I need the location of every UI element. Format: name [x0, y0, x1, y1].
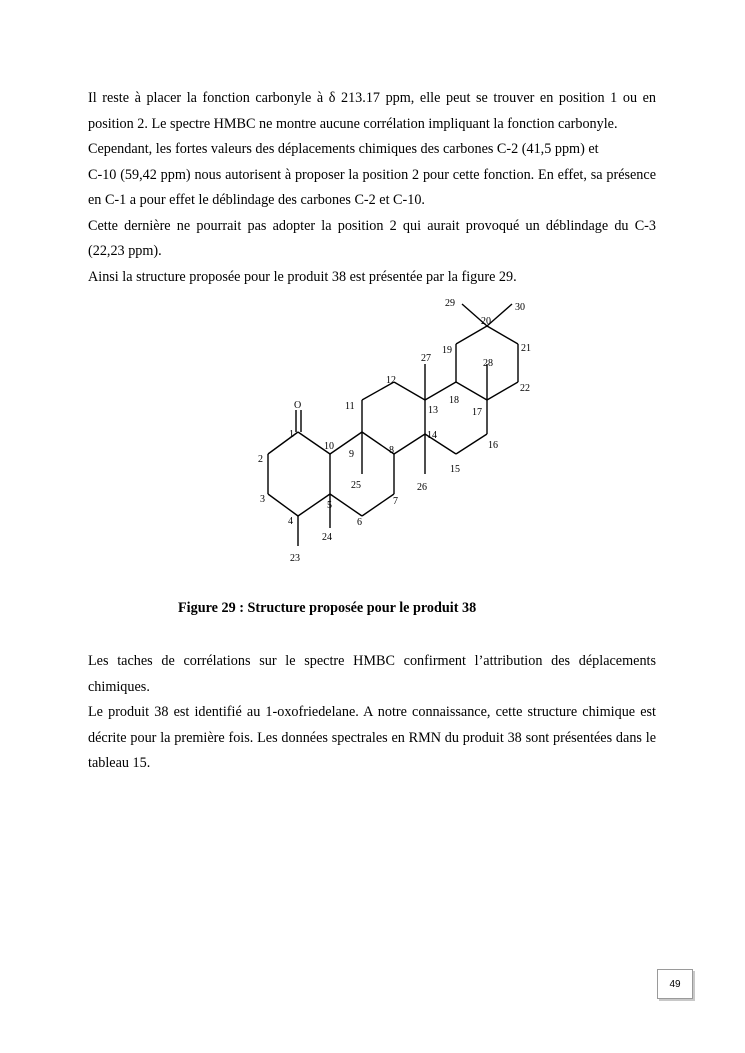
paragraph-figure-reference: Ainsi la structure proposée pour le produit 38 est présentée par la figure 29. [88, 268, 517, 285]
atom-label-c8: 8 [389, 445, 394, 456]
atom-label-c1: 1 [289, 429, 294, 440]
atom-label-c9: 9 [349, 449, 354, 460]
body-text-bottom [88, 649, 656, 777]
paragraph-c3-deshielding: Cette dernière ne pourrait pas adopter la position 2 qui aurait provoqué un déblindage du C-3 (22,23 ppm). [88, 217, 656, 259]
atom-label-c27: 27 [421, 353, 431, 364]
atom-label-c11: 11 [345, 401, 355, 412]
atom-label-c6: 6 [357, 517, 362, 528]
atom-label-c29: 29 [445, 298, 455, 309]
atom-label-c21: 21 [521, 343, 531, 354]
body-text-top [88, 86, 656, 290]
atom-label-c3: 3 [260, 494, 265, 505]
atom-label-c25: 25 [351, 480, 361, 491]
oxygen-label: O [294, 400, 302, 411]
atom-label-c16: 16 [488, 440, 498, 451]
paragraph-chemical-shifts: Cependant, les fortes valeurs des déplacements chimiques des carbones C-2 (41,5 ppm) et [88, 141, 599, 157]
atom-label-c22: 22 [520, 383, 530, 394]
page-number: 49 [657, 969, 693, 999]
chemical-structure-figure [250, 294, 550, 566]
atom-label-c26: 26 [417, 482, 427, 493]
atom-label-c30: 30 [515, 302, 525, 313]
paragraph-hmbc-confirmation: Les taches de corrélations sur le spectre HMBC confirment l’attribution des déplacements chimiques. [88, 653, 656, 695]
atom-label-c5: 5 [327, 500, 332, 511]
atom-label-c12: 12 [386, 375, 396, 386]
atom-label-c23: 23 [290, 553, 300, 564]
paragraph-product-identification: Le produit 38 est identifié au 1-oxofriedelane. A notre connaissance, cette structure chimique est décrite pour la première fois. Les données spectrales en RMN du produit 38 sont présentées dans le tableau 15. [88, 704, 656, 771]
paragraph-carbonyl-position: Il reste à placer la fonction carbonyle à δ 213.17 ppm, elle peut se trouver en position 1 ou en position 2. Le spectre HMBC ne montre aucune corrélation impliquant la fonction carbonyle. [88, 90, 656, 132]
atom-label-c4: 4 [288, 516, 293, 527]
atom-label-c18: 18 [449, 395, 459, 406]
atom-label-c24: 24 [322, 532, 332, 543]
atom-label-c15: 15 [450, 464, 460, 475]
atom-label-c20: 20 [481, 316, 491, 327]
atom-label-c28: 28 [483, 358, 493, 369]
friedelane-structure-diagram [250, 294, 550, 566]
atom-label-c19: 19 [442, 345, 452, 356]
figure-caption: Figure 29 : Structure proposée pour le produit 38 [178, 600, 477, 616]
atom-label-c14: 14 [427, 430, 437, 441]
atom-label-c17: 17 [472, 407, 482, 418]
atom-label-c13: 13 [428, 405, 438, 416]
atom-label-c7: 7 [393, 496, 398, 507]
atom-label-c10: 10 [324, 441, 334, 452]
paragraph-position-2-proposal: C-10 (59,42 ppm) nous autorisent à proposer la position 2 pour cette fonction. En effet, sa présence en C-1 a pour effet le déblindage des carbones C-2 et C-10. [88, 166, 656, 208]
atom-label-c2: 2 [258, 454, 263, 465]
